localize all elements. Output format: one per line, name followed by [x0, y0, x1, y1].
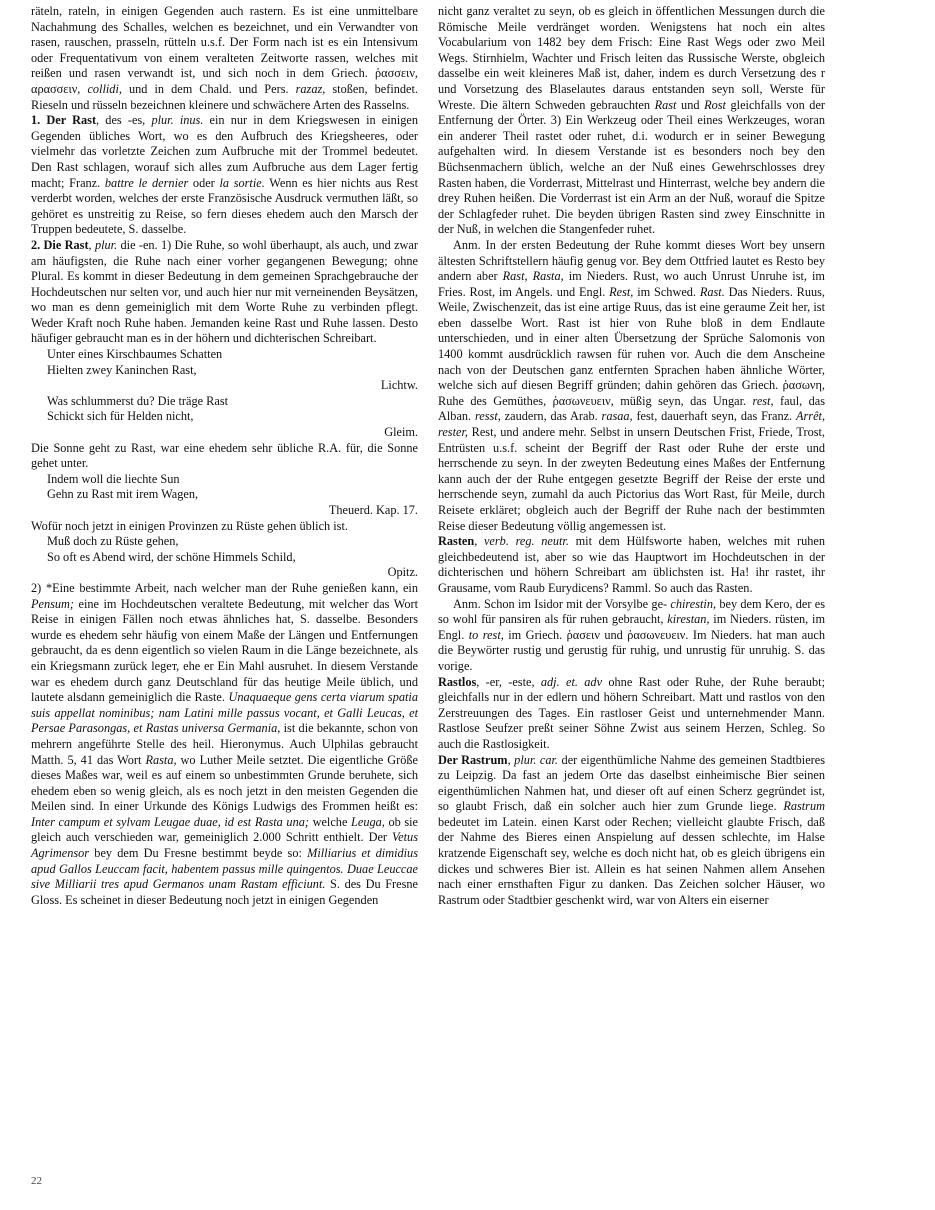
verse-line: Was schlummerst du? Die träge Rast — [47, 393, 229, 408]
entry-paragraph: räteln, rateln, in einigen Gegenden auch rastern. Es ist eine unmittelbare Nachahmung des Schalles, welchen es bezeichnet, und ein Verwandter von rasen, rauschen, prasseln, rütteln u.s.f. Der Form nach ist es ein Intensivum oder Frequentativum von einem veralteten Zeitworte rassen, welches mit reißen und rasen verwandt ist, und sich noch in dem Griech. ῥασσειν, αρασσειν, collidi, und in dem Chald. und Pers. razaz, stoßen, befindet. Rieseln und rüsseln bezeichnen kleinere und schwächere Arten des Rasselns. — [31, 4, 418, 112]
right-column — [438, 4, 825, 908]
entry-paragraph: Der Rastrum, plur. car. der eigenthümliche Nahme des gemeinen Stadtbieres zu Leipzig. Da fast an jedem Orte das daselbst einheimische Bier seinen eigenthümlichen Nahmen hat, und dieser oft auf einen Scherz gegründet ist, so glaubt Frisch, daß ein solcher auch hier zum Grunde liege. Rastrum bedeutet im Latein. einen Karst oder Rechen; vielleicht glaubte Frisch, daß der Nahme des Bieres einen Anspielung auf dessen schlechte, im Halse kratzende Eigenschaft sey, welche es doch nicht hat, ob es gleich übrigens ein dickes und schweres Bier ist. Allein es hat seinen Nahmen allem Ansehen nach einer ernsthaften Figur zu danken. Das Zeichen solcher Häuser, wo Rastrum oder Stadtbier geschenkt wird, war von Alters ein eiserner — [438, 752, 826, 907]
verse-line: Gehn zu Rast mit irem Wagen, — [47, 487, 199, 502]
verse-line: Unter eines Kirschbaumes Schatten — [47, 347, 223, 362]
entry-paragraph: 1. Der Rast, des -es, plur. inus. ein nur in dem Kriegswesen in einigen Gegenden übliches Wort, wo es den Aufbruch des Kriegsheeres, oder vielmehr das vorletzte Zeichen zum Aufbruche mit der Trommel bedeutet. Den Rast schlagen, worauf sich alles zum Aufbruche aus dem Lager fertig macht; Franz. battre le dernier oder la sortie. Wenn es hier nichts aus Rest verderbt worden, welches der erste Französische Ausdruck vermuthen läßt, so gehöret es unstreitig zu Reise, so fern dieses ehedem auch den Marsch der Truppen bedeutete, S. dasselbe. — [31, 113, 419, 237]
entry-paragraph: 2) *Eine bestimmte Arbeit, nach welcher man der Ruhe genießen kann, ein Pensum; eine im Hochdeutschen veraltete Bedeutung, mit welcher das Wort Reise in einigen Fällen noch etwas ähnliches hat, S. dasselbe. Besonders wurde es ehedem sehr häufig von einem Maße der Längen und Entfernungen gebraucht, da es denn eigentlich so vielen Raum in die Länge bezeichnete, als ein Kriegsmann zurück legeт, ehe er Ein Mahl ausruhet. In diesem Verstande war es ehedem durch ganz Deutschland für das heutige Meile üblich, und lautete alsdann gemeiniglich die Raste. Unaquaeque gens certa viarum spatia suis appellat nominibus; nam Latini mille passus vocant, et Galli Leucas, et Persae Parasongas, et Rastas universa Germania, ist die bekannte, schon von mehrern angeführte Stelle des heil. Hieronymus. Auch Ulphilas gebraucht Matth. 5, 41 das Wort Rasta, wo Luther Meile setztet. Die eigentliche Größe dieses Maßes war, weil es auf einem so unbestimmten Grunde beruhete, sich ehedem eben so wenig gleich, als es noch jetzt in den meisten Gegenden die Meilen sind. In einer Urkunde des Königs Ludwigs des Frommen heißt es: Inter campum et sylvam Leugae duae, id est Rasta una; welche Leuga, ob sie gleich auch verschieden war, gemeiniglich 2.000 Schritt enthielt. Der Vetus Agrimensor bey dem Du Fresne bestimmt beyde so: Milliarius et dimidius apud Gallos Leuccam facit, habentem passus mille quingentos. Duae Leuccae sive Milliarii tres apud Germanos unam Rastam efficiunt. S. des Du Fresne Gloss. Es scheinet in dieser Bedeutung noch jetzt in einigen Gegenden — [31, 580, 419, 907]
citation-source: Lichtw. — [380, 378, 418, 393]
entry-paragraph: nicht ganz veraltet zu seyn, ob es gleich in öffentlichen Messungen durch die Römische Meile verdränget worden. Wenigstens hat noch ein altes Vocabularium von 1482 bey dem Frisch: Eine Rast Wegs oder zwo Meil Wegs. Stirnhielm, Wachter und Frisch leiten das Russische Werste, obgleich dasselbe ein weit kleineres Maß ist, daher, indem es durch Versetzung des r und Vorsetzung des Blaselautes daraus entstanden seyn soll, Werste für Wreste. Die ältern Schweden gebrauchten Rast und Rost gleichfalls von der Entfernung der Örter. 3) Ein Werkzeug oder Theil eines Werkzeuges, woran ein anderer Theil rastet oder ruhet, d.i. wodurch er in seiner Bewegung aufgehalten wird. In diesem Verstande ist es besonders noch bey den Büchsenmachern üblich, welche an der Nuß eines Gewehrschlosses drey Rasten haben, die Vorderrast, Mittelrast und Hinterrast, welche bey andern die drey Ruhen heißen. Die Vorderrast ist ein Arm an der Nuß, worauf die Spitze der Schlagfeder ruhet. Die beyden übrigen Rasten sind zwey Einschnitte in der Nuß, in welchen die Stangenfeder ruhet. — [438, 4, 825, 237]
entry-paragraph: Die Sonne geht zu Rast, war eine ehedem sehr übliche R.A. für, die Sonne gehet unter. — [31, 440, 418, 471]
entry-paragraph: Wofür noch jetzt in einigen Provinzen zu Rüste gehen üblich ist. — [31, 518, 348, 533]
verse-line: Indem woll die liechte Sun — [47, 471, 180, 486]
left-column — [31, 4, 418, 908]
verse-line: Muß doch zu Rüste gehen, — [47, 534, 179, 549]
verse-line: Hielten zwey Kaninchen Rast, — [47, 362, 197, 377]
annotation-paragraph: Anm. Schon im Isidor mit der Vorsylbe ge- chirestin, bey dem Kero, der es so wohl für pansiren als für ruhen gebraucht, kirestan, im Nieders. rüsten, im Engl. to rest, im Griech. ῥασειν und ῥασωνευειν. Im Nieders. hat man auch die Beywörter rustig und gerustig für ruhig, und unrustig für unruhig. S. das vorige. — [438, 596, 826, 673]
entry-paragraph: Rastlos, -er, -este, adj. et. adv ohne Rast oder Ruhe, der Ruhe beraubt; gleichfalls nur in der edlern und höhern Schreibart. Matt und rastlos von den Zerstreuungen des Tages. Ein rastloser Geist und unternehmender Mann. Rastlose Seufzer preßt seiner Söhne Zwist aus seinem Herzen, Schleg. So auch die Rastlosigkeit. — [438, 674, 825, 751]
page-number: 22 — [31, 1175, 42, 1187]
entry-paragraph: 2. Die Rast, plur. die -en. 1) Die Ruhe, so wohl überhaupt, als auch, und zwar am häufigsten, die Ruhe nach einer vorher gegangenen Bewegung; ohne Plural. Es kommt in dieser Bedeutung in dem gemeinen Sprachgebrauche der Hochdeutschen nur selten vor, und auch hier nur mit verneinenden Beysätzen, wo man es denn gemeiniglich mit dem Worte Ruhe zu verbinden pflegt. Weder Kraft noch Ruhe haben. Jemanden keine Rast und Ruhe lassen. Desto häufiger gebraucht man es in der höhern und dichterischen Schreibart. — [31, 237, 418, 346]
annotation-paragraph: Anm. In der ersten Bedeutung der Ruhe kommt dieses Wort bey unsern ältesten Schriftstellern häufig genug vor. Bey dem Ottfried lautet es Resto bey andern aber Rast, Rasta, im Nieders. Rust, wo auch Unrust Unruhe ist, im Fries. Rost, im Angels. und Engl. Rest, im Schwed. Rast. Das Nieders. Ruus, Weile, Zwischenzeit, das ist eine artige Ruus, das ist eine geraume Zeit her, ist eben dasselbe Wort. Rast ist hier von Ruhe bloß in dem Endlaute unterschieden, und in einer alten Übersetzung der Sprüche Salomonis von 1400 kommt ausdrücklich rawsen für ruhen vor. Auch die dem Anscheine nach von der Deutschen ganz entfernten Sprachen haben ähnliche Wörter, welche sich auf diesen Begriff gründen; dahin gehören das Griech. ῥασωνη, Ruhe des Gemüthes, ῥασωνευειν, müßig seyn, das Ungar. rest, faul, das Alban. resst, zaudern, das Arab. rasaa, fest, dauerhaft seyn, das Franz. Arrêt, rester, Rest, und andere mehr. Selbst in unsern Deutschen Frist, Friede, Trost, Entrüsten u.s.f. scheint der Begriff der Rast oder Ruhe der erste und herrschende zu seyn. In der zweyten Bedeutung eines Maßes der Entfernung kann auch der der Ruhe entgegen gesetzte Begriff der Reise der erste und herrschende seyn, zumahl da auch Pictorius das Wort Rast, für Meile, durch Reisete erkläret; obgleich auch der Begriff der Ruhe nach der bestimmten Reise dieser Bedeutung völlig angemessen ist. — [438, 237, 826, 533]
verse-line: Schickt sich für Helden nicht, — [47, 409, 194, 424]
citation-source: Gleim. — [384, 425, 418, 440]
verse-line: So oft es Abend wird, der schöne Himmels Schild, — [47, 549, 296, 564]
citation-source: Opitz. — [387, 565, 418, 580]
citation-source: Theuerd. Kap. 17. — [328, 503, 418, 517]
entry-paragraph: Rasten, verb. reg. neutr. mit dem Hülfsworte haben, welches mit ruhen gleichbedeutend ist, aber so wie das Hauptwort im Hochdeutschen in der dichterischen und höhern Schreibart am üblichsten ist. Ha! ihr rastet, ihr Grausame, vom Raub Eurydicens? Ramml. So auch das Rasten. — [438, 534, 825, 595]
